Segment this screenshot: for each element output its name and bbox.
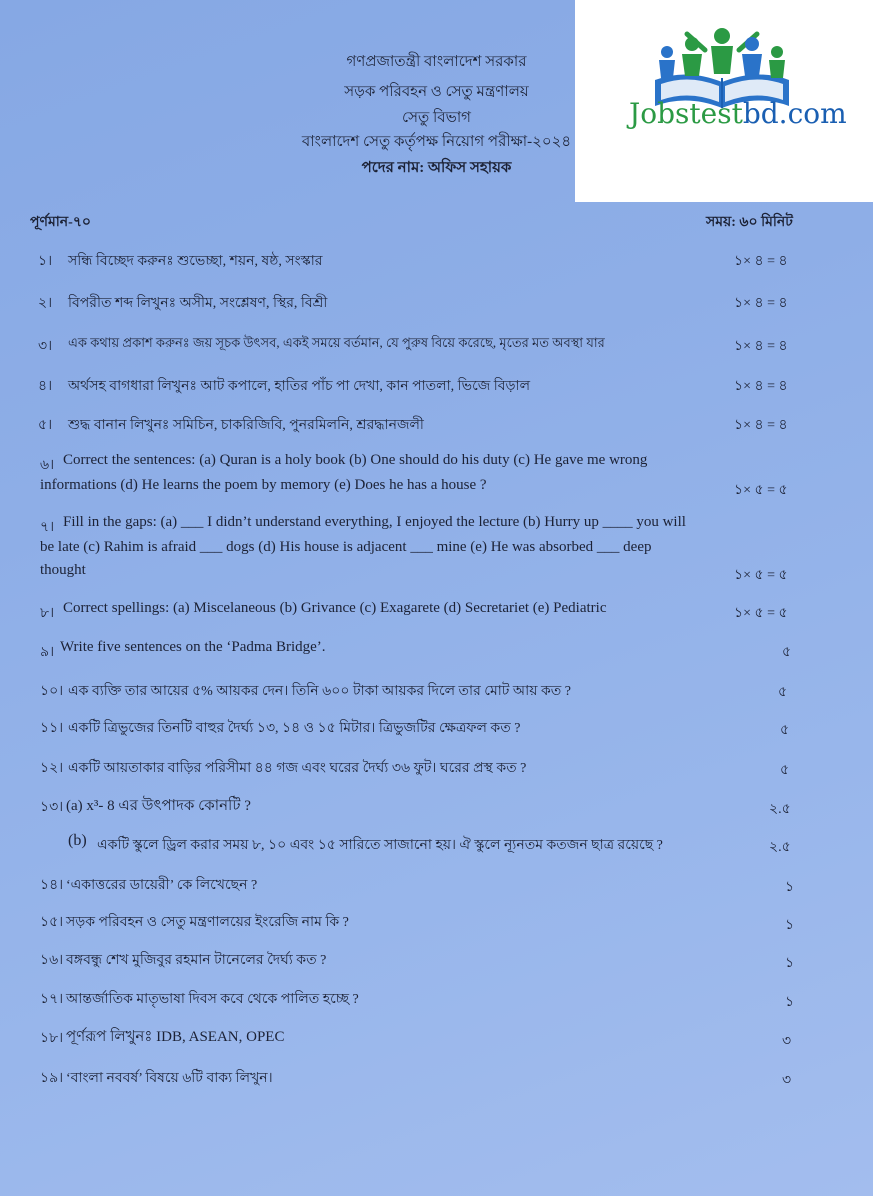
question-text-line: Correct the sentences: (a) Quran is a holy book (b) One should do his duty (c) He gave me wrong (63, 452, 648, 468)
question-marks-b: ২.৫ (769, 840, 791, 855)
post-title: পদের নাম: অফিস সহায়ক (361, 160, 512, 176)
question-marks: ১× ৫ = ৫ (734, 606, 788, 621)
logo-wordmark: Jobstestbd.com (629, 97, 847, 130)
question-text: বঙ্গবন্ধু শেখ মুজিবুর রহমান টানেলের দৈর্ঘ্য কত ? (66, 953, 327, 968)
question-number: ২। (38, 296, 53, 311)
question-marks: ১× ৪ = ৪ (734, 339, 788, 354)
question-marks: ১ (785, 918, 795, 933)
question-marks: ৩ (782, 1073, 792, 1088)
question-number: ৫। (38, 418, 53, 433)
ministry-title: সড়ক পরিবহন ও সেতু মন্ত্রণালয় (344, 84, 529, 100)
question-text: আন্তর্জাতিক মাতৃভাষা দিবস কবে থেকে পালিত হচ্ছে ? (66, 992, 359, 1007)
question-text: সড়ক পরিবহন ও সেতু মন্ত্রণালয়ের ইংরেজি নাম কি ? (66, 915, 349, 930)
question-number: ১। (38, 254, 53, 269)
question-marks: ৫ (780, 763, 790, 778)
question-text: এক কথায় প্রকাশ করুনঃ জয় সূচক উৎসব, একই সময়ে বর্তমান, যে পুরুষ বিয়ে করেছে, মৃতের মত অবস্থা যার (68, 335, 605, 350)
question-number: ১৭। (40, 992, 64, 1007)
question-text: Correct spellings: (a) Miscelaneous (b) Grivance (c) Exagarete (d) Secretariet (e) Pediatric (63, 600, 607, 616)
question-text: এক ব্যক্তি তার আয়ের ৫% আয়কর দেন। তিনি ৬০০ টাকা আয়কর দিলে তার মোট আয় কত ? (68, 684, 571, 699)
question-marks: ১ (785, 995, 795, 1010)
division-title: সেতু বিভাগ (402, 110, 471, 126)
question-marks-a: ২.৫ (769, 802, 791, 817)
question-marks: ১× ৫ = ৫ (734, 568, 788, 583)
question-text: বিপরীত শব্দ লিখুনঃ অসীম, সংশ্লেষণ, স্থির, বিশ্রী (68, 296, 328, 311)
site-logo (575, 0, 873, 202)
question-number: ১৫। (40, 915, 64, 930)
question-marks: ১ (785, 956, 795, 971)
question-marks: ১× ৪ = ৪ (734, 296, 788, 311)
question-text: Write five sentences on the ‘Padma Bridge’. (60, 639, 326, 655)
question-marks: ৫ (780, 723, 790, 738)
government-title: গণপ্রজাতন্ত্রী বাংলাদেশ সরকার (346, 54, 527, 70)
exam-title: বাংলাদেশ সেতু কর্তৃপক্ষ নিয়োগ পরীক্ষা-২০২৪ (301, 134, 572, 150)
question-marks: ১× ৪ = ৪ (734, 418, 788, 433)
question-number: ৭। (40, 520, 55, 535)
question-text-line: Fill in the gaps: (a) ___ I didn’t understand everything, I enjoyed the lecture (b) Hurry up ____ you will (63, 514, 686, 530)
question-text-line: be late (c) Rahim is afraid ___ dogs (d) His house is adjacent ___ mine (e) He was absorbed ___ deep (40, 539, 652, 555)
question-number: ৩। (38, 339, 53, 354)
question-number: ১৪। (40, 878, 64, 893)
question-text: একটি ত্রিভুজের তিনটি বাহুর দৈর্ঘ্য ১৩, ১৪ ও ১৫ মিটার। ত্রিভুজটির ক্ষেত্রফল কত ? (68, 721, 521, 736)
question-number: ১৯। (40, 1071, 64, 1086)
question-text-a: (a) x³- 8 এর উৎপাদক কোনটি ? (66, 798, 251, 814)
question-marks: ৩ (782, 1034, 792, 1049)
question-marks: ১× ৫ = ৫ (734, 483, 788, 498)
question-text-b: একটি স্কুলে ড্রিল করার সময় ৮, ১০ এবং ১৫ সারিতে সাজানো হয়। ঐ স্কুলে ন্যূনতম কতজন ছাত্র রয়েছে ? (97, 838, 663, 853)
question-number: ৪। (38, 379, 53, 394)
question-marks: ১× ৪ = ৪ (734, 379, 788, 394)
question-text: সন্ধি বিচ্ছেদ করুনঃ শুভেচ্ছা, শয়ন, ষষ্ঠ, সংস্কার (68, 254, 323, 269)
full-marks: পূর্ণমান-৭০ (30, 215, 92, 230)
question-marks: ১× ৪ = ৪ (734, 254, 788, 269)
question-number: ৯। (40, 645, 55, 660)
question-number: ১০। (40, 684, 64, 699)
question-text: ‘বাংলা নববর্ষ’ বিষয়ে ৬টি বাক্য লিখুন। (66, 1071, 273, 1086)
question-number: ৬। (40, 458, 55, 473)
question-label-b: (b) (68, 832, 87, 849)
question-marks: ৫ (778, 685, 788, 700)
question-number: ১৮। (40, 1031, 64, 1046)
question-text: অর্থসহ বাগধারা লিখুনঃ আট কপালে, হাতির পাঁচ পা দেখা, কান পাতলা, ভিজে বিড়াল (68, 379, 531, 394)
question-number: ৮। (40, 606, 55, 621)
question-number: ১১। (40, 721, 64, 736)
question-text: একটি আয়তাকার বাড়ির পরিসীমা ৪৪ গজ এবং ঘরের দৈর্ঘ্য ৩৬ ফুট। ঘরের প্রস্থ কত ? (68, 761, 527, 776)
question-number: ১৩। (40, 800, 64, 815)
question-text-line: thought (40, 562, 86, 578)
question-marks: ১ (785, 880, 795, 895)
question-text: ‘একাত্তরের ডায়েরী’ কে লিখেছেন ? (66, 878, 258, 893)
question-number: ১৬। (40, 953, 64, 968)
time-limit: সময়: ৬০ মিনিট (706, 215, 793, 230)
question-marks: ৫ (782, 645, 792, 660)
question-number: ১২। (40, 761, 64, 776)
question-text-line: informations (d) He learns the poem by memory (e) Does he has a house ? (40, 477, 487, 493)
question-text: শুদ্ধ বানান লিখুনঃ সমিচিন, চাকরিজিবি, পুনরমিলনি, শ্ররদ্ধানজলী (68, 418, 424, 433)
question-text: পূর্ণরূপ লিখুনঃ IDB, ASEAN, OPEC (66, 1029, 285, 1045)
